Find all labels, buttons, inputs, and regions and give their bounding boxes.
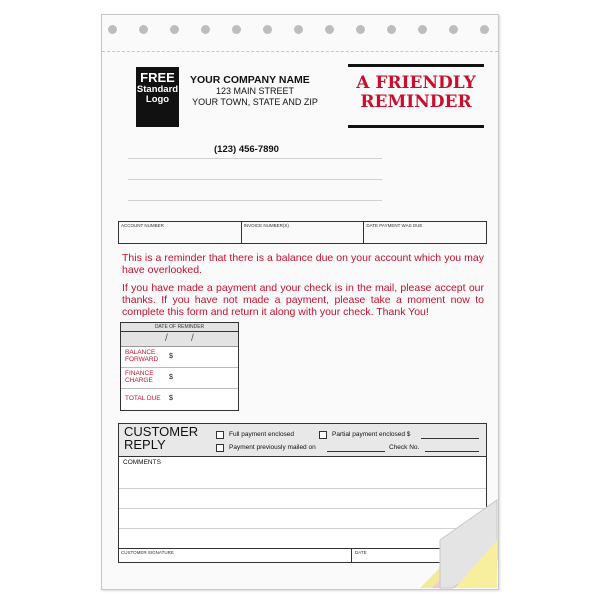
currency-sign: $ (169, 353, 173, 360)
finance-charge-label: FINANCE CHARGE (125, 370, 154, 384)
company-street: 123 MAIN STREET (215, 86, 295, 96)
balance-forward-label: BALANCE FORWARD (125, 349, 159, 363)
company-name: YOUR COMPANY NAME (190, 74, 310, 86)
reminder-title-line-1: A FRIENDLY (356, 73, 476, 93)
logo-line-2: Standard (136, 84, 179, 95)
currency-sign: $ (169, 374, 173, 381)
date-slash: / (191, 333, 194, 344)
date-payment-due-field[interactable]: DATE PAYMENT WAS DUE (366, 223, 423, 228)
date-label: DATE (355, 550, 367, 555)
currency-sign: $ (169, 395, 173, 402)
company-city: YOUR TOWN, STATE AND ZIP (192, 97, 318, 107)
invoice-numbers-field[interactable]: INVOICE NUMBER(S) (242, 222, 365, 243)
full-payment-label: Full payment enclosed (229, 431, 295, 438)
comments-label: COMMENTS (123, 459, 161, 466)
customer-reply-title-line-1: CUSTOMER (124, 424, 199, 439)
check-no-label: Check No. (389, 444, 420, 451)
logo-line-1: FREE (140, 70, 175, 85)
reminder-message-1: This is a reminder that there is a balance due on your account which you may have overlooked. (122, 252, 484, 276)
previously-mailed-label: Payment previously mailed on (229, 444, 316, 451)
logo-line-3: Logo (145, 94, 170, 105)
date-slash: / (165, 333, 168, 344)
partial-payment-label: Partial payment enclosed $ (332, 431, 411, 438)
customer-reply-title-line-2: REPLY (124, 437, 166, 452)
reminder-message-2: If you have made a payment and your check is in the mail, please accept our thanks. If you have not made a payment, please take a moment now to complete this form and return it along with your check. Thank You! (122, 282, 484, 318)
account-number-field[interactable]: ACCOUNT NUMBER (119, 222, 242, 243)
signature-label: CUSTOMER SIGNATURE (121, 550, 174, 555)
total-due-label: TOTAL DUE (125, 395, 161, 402)
company-phone: (123) 456-7890 (214, 144, 279, 155)
reminder-title-line-2: REMINDER (360, 92, 472, 112)
ledger-header: DATE OF REMINDER (121, 323, 238, 332)
